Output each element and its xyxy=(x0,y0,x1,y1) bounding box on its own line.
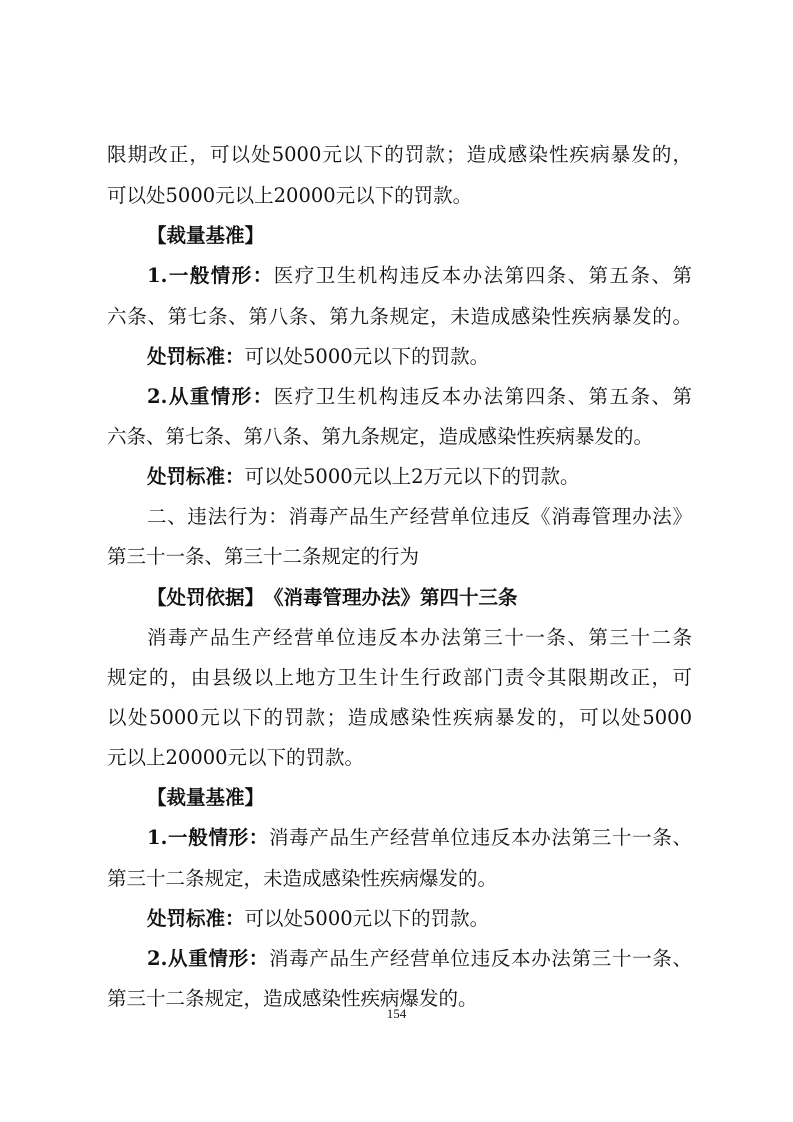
case-label: 2.从重情形： xyxy=(147,384,274,408)
case-label: 2.从重情形： xyxy=(147,946,269,970)
paragraph-line: 处罚标准：可以处5000元以下的罚款。 xyxy=(147,906,490,930)
paragraph-line: 1.一般情形：医疗卫生机构违反本办法第四条、第五条、第 xyxy=(147,264,692,288)
paragraph-line: 第三十二条规定，未造成感染性疾病爆发的。 xyxy=(107,866,498,890)
paragraph-line: 1.一般情形：消毒产品生产经营单位违反本办法第三十一条、 xyxy=(147,826,692,850)
paragraph-line: 六条、第七条、第八条、第九条规定，未造成感染性疾病暴发的。 xyxy=(107,304,692,328)
paragraph-line: 2.从重情形：医疗卫生机构违反本办法第四条、第五条、第 xyxy=(147,384,692,408)
paragraph-line: 处罚标准：可以处5000元以上2万元以下的罚款。 xyxy=(147,465,580,489)
paragraph-line: 六条、第七条、第八条、第九条规定，造成感染性疾病暴发的。 xyxy=(107,424,654,448)
paragraph-line: 规定的，由县级以上地方卫生计生行政部门责令其限期改正，可 xyxy=(107,665,692,689)
penalty-label: 处罚标准： xyxy=(147,906,245,930)
paragraph-line: 2.从重情形：消毒产品生产经营单位违反本办法第三十一条、 xyxy=(147,946,692,970)
paragraph-line: 消毒产品生产经营单位违反本办法第三十一条、第三十二条 xyxy=(147,625,692,649)
section-heading: 【裁量基准】 xyxy=(147,224,265,248)
paragraph-line: 以处5000元以下的罚款；造成感染性疾病暴发的，可以处5000 xyxy=(107,705,692,729)
paragraph-line: 第三十一条、第三十二条规定的行为 xyxy=(107,545,420,569)
case-label: 1.一般情形： xyxy=(147,826,269,850)
paragraph-line: 第三十二条规定，造成感染性疾病爆发的。 xyxy=(107,987,478,1010)
penalty-label: 处罚标准： xyxy=(147,465,245,489)
penalty-label: 处罚标准： xyxy=(147,344,245,368)
paragraph-line: 可以处5000元以上20000元以下的罚款。 xyxy=(107,184,473,208)
paragraph-line: 元以上20000元以下的罚款。 xyxy=(107,746,365,770)
page-number: 154 xyxy=(386,1006,407,1021)
case-label: 1.一般情形： xyxy=(147,264,274,288)
paragraph-line: 二、违法行为：消毒产品生产经营单位违反《消毒管理办法》 xyxy=(147,505,692,529)
section-heading: 【处罚依据】 《消毒管理办法》第四十三条 xyxy=(147,585,518,609)
section-heading: 【裁量基准】 xyxy=(147,786,265,810)
paragraph-line: 处罚标准：可以处5000元以下的罚款。 xyxy=(147,344,490,368)
paragraph-line: 限期改正，可以处5000元以下的罚款；造成感染性疾病暴发的， xyxy=(107,143,692,166)
